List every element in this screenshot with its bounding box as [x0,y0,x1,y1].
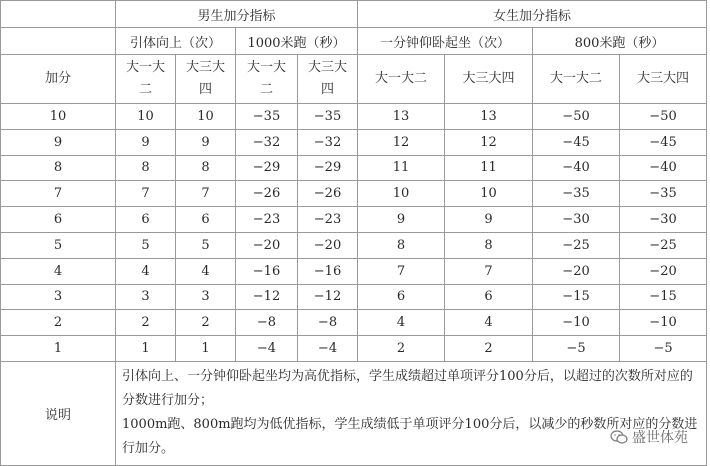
value-cell: 3 [176,284,236,310]
value-cell: 11 [358,155,445,181]
score-cell: 5 [1,232,116,258]
value-cell: 9 [358,207,445,233]
value-cell: −26 [236,181,298,207]
value-cell: −23 [236,207,298,233]
value-cell: −40 [533,155,620,181]
value-cell: −35 [298,104,358,130]
table-row [1,284,707,310]
value-cell: −12 [298,284,358,310]
table-row [1,258,707,284]
male-1000m-header: 1000米跑（秒） [236,28,358,55]
score-cell: 2 [1,310,116,336]
value-cell: −20 [533,258,620,284]
value-cell: 10 [445,181,533,207]
value-cell: −26 [298,181,358,207]
value-cell: −16 [298,258,358,284]
value-cell: 7 [445,258,533,284]
value-cell: 7 [358,258,445,284]
value-cell: −50 [620,104,707,130]
corner-cell-2 [1,28,116,55]
value-cell: −5 [533,336,620,362]
value-cell: 6 [445,284,533,310]
value-cell: 8 [176,155,236,181]
table-row [1,155,707,181]
value-cell: 6 [358,284,445,310]
value-cell: 5 [176,232,236,258]
value-cell: −15 [533,284,620,310]
value-cell: −20 [236,232,298,258]
table-body [1,104,707,362]
value-cell: −12 [236,284,298,310]
value-cell: −25 [620,232,707,258]
header-row-items [1,28,707,55]
note-label: 说明 [1,361,116,465]
value-cell: 2 [176,310,236,336]
value-cell: −50 [533,104,620,130]
value-cell: 7 [116,181,176,207]
value-cell: −25 [533,232,620,258]
value-cell: 8 [445,232,533,258]
value-cell: 1 [116,336,176,362]
value-cell: −35 [620,181,707,207]
table-row [1,207,707,233]
header-row-groups [1,1,707,28]
value-cell: 10 [176,104,236,130]
grade-header-male-pullups-12: 大一大二 [116,55,176,104]
value-cell: 2 [445,336,533,362]
wechat-icon [610,430,628,444]
value-cell: 4 [176,258,236,284]
value-cell: 12 [445,129,533,155]
value-cell: 13 [358,104,445,130]
value-cell: −20 [620,258,707,284]
value-cell: −35 [533,181,620,207]
grade-header-female-800-12: 大一大二 [533,55,620,104]
corner-cell [1,1,116,28]
female-group-header: 女生加分指标 [358,1,707,28]
header-row-grades [1,55,707,104]
value-cell: 11 [445,155,533,181]
table-row [1,310,707,336]
value-cell: 4 [358,310,445,336]
value-cell: −16 [236,258,298,284]
value-cell: 8 [116,155,176,181]
table-row [1,181,707,207]
value-cell: 9 [176,129,236,155]
value-cell: −15 [620,284,707,310]
score-cell: 7 [1,181,116,207]
grade-header-female-situps-12: 大一大二 [358,55,445,104]
value-cell: −5 [620,336,707,362]
table-row [1,104,707,130]
value-cell: −10 [620,310,707,336]
value-cell: 6 [116,207,176,233]
value-cell: −23 [298,207,358,233]
value-cell: 9 [445,207,533,233]
value-cell: 3 [116,284,176,310]
grade-header-male-pullups-34: 大三大四 [176,55,236,104]
value-cell: −30 [620,207,707,233]
grade-header-male-1000-34: 大三大四 [298,55,358,104]
watermark-text: 盛世体苑 [632,430,688,446]
value-cell: −4 [298,336,358,362]
value-cell: 10 [358,181,445,207]
grade-header-female-situps-34: 大三大四 [445,55,533,104]
value-cell: −32 [298,129,358,155]
male-pullups-header: 引体向上（次） [116,28,236,55]
score-cell: 1 [1,336,116,362]
watermark [610,427,688,447]
table-row [1,129,707,155]
value-cell: −30 [533,207,620,233]
score-cell: 9 [1,129,116,155]
score-cell: 8 [1,155,116,181]
grade-header-male-1000-12: 大一大二 [236,55,298,104]
score-cell: 4 [1,258,116,284]
value-cell: −8 [298,310,358,336]
male-group-header: 男生加分指标 [116,1,358,28]
value-cell: 2 [116,310,176,336]
value-cell: 8 [358,232,445,258]
value-cell: 2 [358,336,445,362]
grade-header-female-800-34: 大三大四 [620,55,707,104]
value-cell: 10 [116,104,176,130]
value-cell: −45 [620,129,707,155]
value-cell: 6 [176,207,236,233]
note-line-1: 引体向上、一分钟仰卧起坐均为高优指标，学生成绩超过单项评分100分后，以超过的次数所对应的分数进行加分； [122,369,693,409]
value-cell: 9 [116,129,176,155]
score-cell: 10 [1,104,116,130]
table-row [1,336,707,362]
value-cell: −8 [236,310,298,336]
value-cell: −29 [236,155,298,181]
value-cell: −45 [533,129,620,155]
row-label-header: 加分 [1,55,116,104]
value-cell: 1 [176,336,236,362]
value-cell: 5 [116,232,176,258]
value-cell: −40 [620,155,707,181]
value-cell: 12 [358,129,445,155]
value-cell: −35 [236,104,298,130]
value-cell: −29 [298,155,358,181]
score-cell: 3 [1,284,116,310]
value-cell: 13 [445,104,533,130]
value-cell: 4 [445,310,533,336]
table-row [1,232,707,258]
note-text [116,361,707,465]
score-cell: 6 [1,207,116,233]
value-cell: −10 [533,310,620,336]
note-row [1,361,707,465]
female-situps-header: 一分钟仰卧起坐（次） [358,28,533,55]
female-800m-header: 800米跑（秒） [533,28,707,55]
value-cell: 7 [176,181,236,207]
note-line-2: 1000m跑、800m跑均为低优指标，学生成绩低于单项评分100分后，以减少的秒数所对应的分数进行加分。 [122,417,698,457]
value-cell: −20 [298,232,358,258]
value-cell: −4 [236,336,298,362]
value-cell: 4 [116,258,176,284]
value-cell: −32 [236,129,298,155]
